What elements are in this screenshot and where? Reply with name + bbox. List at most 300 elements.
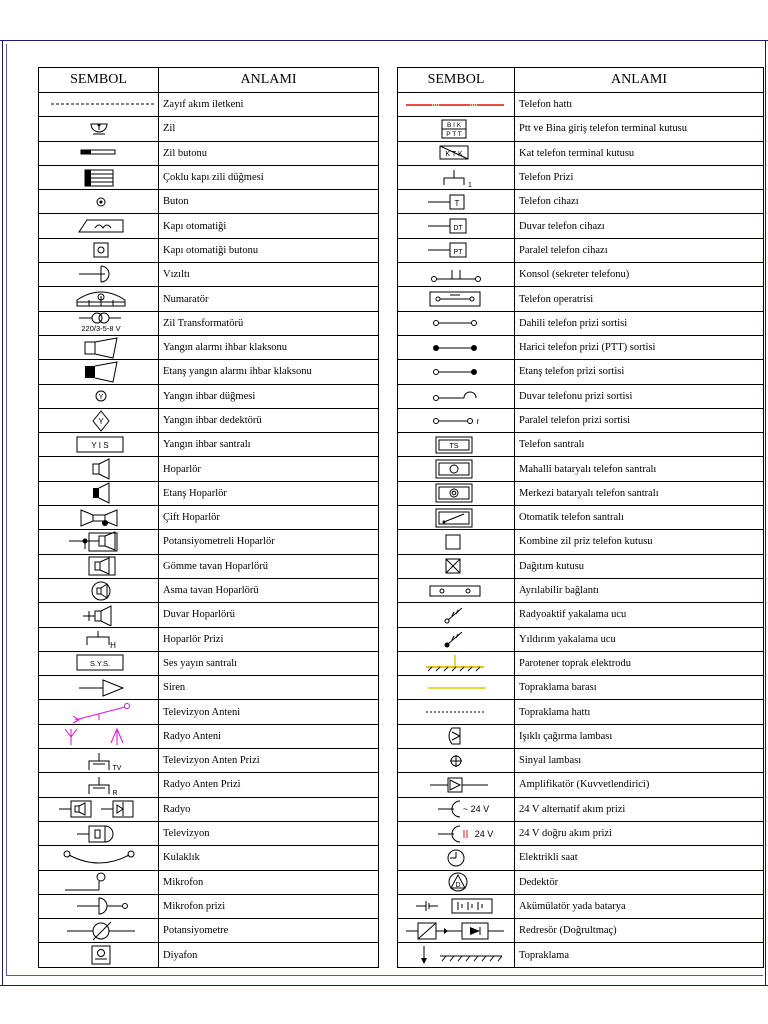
central-battery-exchange-icon bbox=[400, 482, 512, 504]
symbol-cell bbox=[39, 506, 159, 530]
meaning-cell: Gömme tavan Hoparlörü bbox=[159, 554, 379, 578]
radio-icon bbox=[43, 798, 155, 820]
meaning-cell: Çift Hoparlör bbox=[159, 506, 379, 530]
svg-text:r: r bbox=[476, 416, 480, 426]
table-row bbox=[39, 554, 379, 578]
table-row bbox=[398, 360, 764, 384]
table-row bbox=[398, 117, 764, 141]
fire-alarm-button-icon bbox=[43, 385, 155, 407]
table-row bbox=[39, 700, 379, 724]
symbol-cell bbox=[39, 943, 159, 967]
symbol-cell bbox=[398, 287, 515, 311]
symbol-cell bbox=[398, 627, 515, 651]
meaning-cell: 24 V doğru akım prizi bbox=[515, 821, 764, 845]
meaning-cell: Zayıf akım iletkeni bbox=[159, 93, 379, 117]
meaning-cell: 24 V alternatif akım prizi bbox=[515, 797, 764, 821]
table-row bbox=[39, 287, 379, 311]
meaning-cell: Otomatik telefon santralı bbox=[515, 506, 764, 530]
pendant-speaker-icon bbox=[43, 580, 155, 602]
svg-text:T: T bbox=[454, 198, 460, 208]
table-row bbox=[39, 384, 379, 408]
symbol-cell bbox=[398, 578, 515, 602]
table-row bbox=[398, 165, 764, 189]
meaning-cell: Hoparlör bbox=[159, 457, 379, 481]
symbol-cell bbox=[39, 481, 159, 505]
meaning-cell: Etanş yangın alarmı ihbar klaksonu bbox=[159, 360, 379, 384]
table-row bbox=[39, 214, 379, 238]
electric-clock-icon bbox=[400, 847, 512, 869]
waterproof-fire-alarm-horn-icon bbox=[43, 361, 155, 383]
table-row bbox=[398, 506, 764, 530]
symbol-cell bbox=[398, 773, 515, 797]
symbol-cell bbox=[398, 651, 515, 675]
table-row bbox=[39, 360, 379, 384]
pa-panel-icon bbox=[43, 652, 155, 674]
meaning-cell: Asma tavan Hoparlörü bbox=[159, 578, 379, 602]
symbol-cell bbox=[39, 214, 159, 238]
symbol-cell bbox=[398, 263, 515, 287]
parallel-outlet-icon bbox=[400, 410, 512, 432]
table-row bbox=[398, 554, 764, 578]
svg-text:R: R bbox=[111, 789, 118, 796]
symbol-cell bbox=[398, 408, 515, 432]
svg-text:Y I S: Y I S bbox=[90, 440, 109, 450]
svg-text:B I K: B I K bbox=[446, 121, 462, 129]
symbol-table-left bbox=[38, 67, 379, 968]
table-row bbox=[398, 773, 764, 797]
table-row bbox=[39, 481, 379, 505]
table-row bbox=[39, 919, 379, 943]
meaning-cell: Redresör (Doğrultmaç) bbox=[515, 919, 764, 943]
svg-text:Y: Y bbox=[98, 394, 103, 402]
meaning-cell: Yangın ihbar düğmesi bbox=[159, 384, 379, 408]
symbol-cell bbox=[39, 651, 159, 675]
symbol-cell bbox=[39, 117, 159, 141]
annunciator-icon bbox=[43, 288, 155, 310]
symbol-cell bbox=[39, 335, 159, 359]
symbol-cell bbox=[39, 603, 159, 627]
console-telephone-icon bbox=[400, 264, 512, 286]
table-row bbox=[398, 238, 764, 262]
meaning-cell: Ptt ve Bina giriş telefon terminal kutusu bbox=[515, 117, 764, 141]
meaning-cell: Mikrofon prizi bbox=[159, 894, 379, 918]
table-row bbox=[39, 651, 379, 675]
table-row bbox=[398, 408, 764, 432]
symbol-cell bbox=[398, 117, 515, 141]
radio-antenna-icon bbox=[43, 725, 155, 747]
meaning-cell: Duvar telefon cihazı bbox=[515, 214, 764, 238]
meaning-cell: Siren bbox=[159, 676, 379, 700]
meaning-cell: Paralel telefon cihazı bbox=[515, 238, 764, 262]
tv-antenna-icon bbox=[43, 701, 155, 723]
potentiometer-speaker-icon bbox=[43, 531, 155, 553]
meaning-cell: Zil butonu bbox=[159, 141, 379, 165]
table-row bbox=[39, 894, 379, 918]
symbol-cell bbox=[398, 93, 515, 117]
table-row bbox=[398, 627, 764, 651]
svg-text:DT: DT bbox=[453, 225, 463, 233]
meaning-cell: Topraklama barası bbox=[515, 676, 764, 700]
meaning-cell: Potansiyometre bbox=[159, 919, 379, 943]
signal-lamp-icon bbox=[400, 750, 512, 772]
ground-electrode-icon bbox=[400, 652, 512, 674]
door-automat-button-icon bbox=[43, 239, 155, 261]
svg-text:Y: Y bbox=[97, 416, 104, 426]
symbol-cell bbox=[39, 384, 159, 408]
symbol-cell bbox=[39, 93, 159, 117]
waterproof-speaker-icon bbox=[43, 482, 155, 504]
potentiometer-icon bbox=[43, 920, 155, 942]
rectifier-icon bbox=[400, 920, 512, 942]
exchange-icon bbox=[400, 434, 512, 456]
symbol-cell bbox=[398, 894, 515, 918]
page-border-top bbox=[0, 40, 768, 41]
speaker-icon bbox=[43, 458, 155, 480]
table-row bbox=[398, 943, 764, 967]
meaning-cell: Amplifikatör (Kuvvetlendirici) bbox=[515, 773, 764, 797]
table-row bbox=[398, 530, 764, 554]
svg-text:24 V: 24 V bbox=[474, 828, 494, 839]
meaning-cell: Duvar Hoparlörü bbox=[159, 603, 379, 627]
symbol-cell bbox=[39, 724, 159, 748]
symbol-cell bbox=[398, 943, 515, 967]
meaning-cell: Yangın ihbar dedektörü bbox=[159, 408, 379, 432]
page-border-bottom bbox=[0, 985, 768, 986]
intercom-icon bbox=[43, 944, 155, 966]
ac-socket-icon bbox=[400, 798, 512, 820]
symbol-cell bbox=[398, 360, 515, 384]
table-row bbox=[398, 433, 764, 457]
meaning-cell: Hoparlör Prizi bbox=[159, 627, 379, 651]
table-row bbox=[398, 870, 764, 894]
radioactive-rod-icon bbox=[400, 604, 512, 626]
meaning-cell: Dahili telefon prizi sortisi bbox=[515, 311, 764, 335]
meaning-cell: Merkezi bataryalı telefon santralı bbox=[515, 481, 764, 505]
table-row bbox=[39, 821, 379, 845]
symbol-cell bbox=[39, 408, 159, 432]
table-row bbox=[398, 749, 764, 773]
table-row bbox=[398, 603, 764, 627]
meaning-cell: Potansiyometreli Hoparlör bbox=[159, 530, 379, 554]
meaning-cell: Diyafon bbox=[159, 943, 379, 967]
symbol-cell bbox=[398, 870, 515, 894]
symbol-cell bbox=[39, 190, 159, 214]
symbol-cell bbox=[398, 506, 515, 530]
symbol-column-header: SEMBOL bbox=[39, 68, 159, 93]
symbol-cell bbox=[398, 676, 515, 700]
meaning-cell: Etanş telefon prizi sortisi bbox=[515, 360, 764, 384]
meaning-cell: Dağıtım kutusu bbox=[515, 554, 764, 578]
automatic-exchange-icon bbox=[400, 507, 512, 529]
symbol-cell bbox=[39, 870, 159, 894]
symbol-cell bbox=[39, 919, 159, 943]
table-row bbox=[398, 700, 764, 724]
svg-text:K T K: K T K bbox=[445, 151, 463, 159]
symbol-cell bbox=[39, 797, 159, 821]
table-row bbox=[398, 311, 764, 335]
door-automat-icon bbox=[43, 215, 155, 237]
table-row bbox=[39, 117, 379, 141]
ground-line-icon bbox=[400, 701, 512, 723]
internal-outlet-icon bbox=[400, 312, 512, 334]
meaning-cell: Buton bbox=[159, 190, 379, 214]
meaning-cell: Telefon cihazı bbox=[515, 190, 764, 214]
ceiling-speaker-icon bbox=[43, 555, 155, 577]
distribution-box-icon bbox=[400, 555, 512, 577]
meaning-cell: Vızıltı bbox=[159, 263, 379, 287]
table-row bbox=[39, 433, 379, 457]
svg-text:1: 1 bbox=[468, 181, 472, 189]
ground-bar-icon bbox=[400, 677, 512, 699]
symbol-cell bbox=[39, 894, 159, 918]
bell-button-icon bbox=[43, 142, 155, 164]
meaning-cell: Kapı otomatiği bbox=[159, 214, 379, 238]
table-row bbox=[39, 190, 379, 214]
call-lamp-icon bbox=[400, 725, 512, 747]
waterproof-outlet-icon bbox=[400, 361, 512, 383]
symbol-table-right bbox=[397, 67, 764, 968]
headphones-icon bbox=[43, 847, 155, 869]
symbol-cell bbox=[39, 141, 159, 165]
meaning-cell: Zil bbox=[159, 117, 379, 141]
table-row bbox=[39, 506, 379, 530]
symbol-cell bbox=[398, 919, 515, 943]
symbol-cell bbox=[398, 846, 515, 870]
table-row bbox=[398, 457, 764, 481]
symbol-cell bbox=[39, 165, 159, 189]
meaning-cell: Radyo bbox=[159, 797, 379, 821]
table-row bbox=[398, 93, 764, 117]
symbol-cell bbox=[398, 481, 515, 505]
fire-alarm-horn-icon bbox=[43, 337, 155, 359]
table-row bbox=[398, 821, 764, 845]
symbol-cell bbox=[39, 457, 159, 481]
table-row bbox=[39, 335, 379, 359]
table-row bbox=[398, 263, 764, 287]
floor-telephone-box-icon bbox=[400, 142, 512, 164]
symbol-cell bbox=[398, 433, 515, 457]
meaning-cell: Radyo Anteni bbox=[159, 724, 379, 748]
symbol-cell bbox=[39, 530, 159, 554]
table-row bbox=[39, 578, 379, 602]
meaning-column-header: ANLAMI bbox=[159, 68, 379, 93]
table-row bbox=[398, 797, 764, 821]
meaning-cell: Mikrofon bbox=[159, 870, 379, 894]
table-row bbox=[398, 846, 764, 870]
symbol-cell bbox=[398, 190, 515, 214]
radio-antenna-socket-icon bbox=[43, 774, 155, 796]
symbol-cell bbox=[398, 238, 515, 262]
meaning-cell: Harici telefon prizi (PTT) sortisi bbox=[515, 335, 764, 359]
meaning-cell: Elektrikli saat bbox=[515, 846, 764, 870]
symbol-cell bbox=[398, 165, 515, 189]
table-row bbox=[39, 603, 379, 627]
symbol-cell bbox=[398, 821, 515, 845]
page-border-right bbox=[765, 40, 766, 986]
table-row bbox=[398, 287, 764, 311]
bell-icon bbox=[43, 118, 155, 140]
table-row bbox=[398, 894, 764, 918]
parallel-telephone-icon bbox=[400, 239, 512, 261]
symbol-cell bbox=[398, 700, 515, 724]
meaning-cell: Konsol (sekreter telefonu) bbox=[515, 263, 764, 287]
meaning-cell: Parotener toprak elektrodu bbox=[515, 651, 764, 675]
lightning-rod-icon bbox=[400, 628, 512, 650]
external-outlet-icon bbox=[400, 337, 512, 359]
fire-detector-icon bbox=[43, 410, 155, 432]
meaning-cell: Zil Transformatörü bbox=[159, 311, 379, 335]
symbol-cell bbox=[39, 360, 159, 384]
svg-text:PT: PT bbox=[453, 249, 463, 257]
svg-text:TS: TS bbox=[449, 442, 459, 450]
microphone-socket-icon bbox=[43, 895, 155, 917]
table-row bbox=[398, 190, 764, 214]
table-row bbox=[39, 408, 379, 432]
table-row bbox=[39, 870, 379, 894]
table-row bbox=[39, 238, 379, 262]
table-row bbox=[398, 651, 764, 675]
button-icon bbox=[43, 191, 155, 213]
meaning-cell: Işıklı çağırma lambası bbox=[515, 724, 764, 748]
symbol-cell bbox=[398, 335, 515, 359]
table-row bbox=[39, 773, 379, 797]
table-row bbox=[39, 846, 379, 870]
meaning-cell: Paralel telefon prizi sortisi bbox=[515, 408, 764, 432]
double-speaker-icon bbox=[43, 507, 155, 529]
meaning-cell: Radyo Anten Prizi bbox=[159, 773, 379, 797]
table-row bbox=[39, 943, 379, 967]
meaning-cell: Kat telefon terminal kutusu bbox=[515, 141, 764, 165]
combined-box-icon bbox=[400, 531, 512, 553]
local-battery-exchange-icon bbox=[400, 458, 512, 480]
telephone-set-icon bbox=[400, 191, 512, 213]
page-border-left bbox=[2, 40, 3, 986]
symbol-cell bbox=[39, 676, 159, 700]
amplifier-icon bbox=[400, 774, 512, 796]
symbol-cell bbox=[398, 554, 515, 578]
speaker-socket-icon bbox=[43, 628, 155, 650]
meaning-cell: Televizyon Anteni bbox=[159, 700, 379, 724]
detector-icon bbox=[400, 871, 512, 893]
table-row bbox=[39, 457, 379, 481]
table-row bbox=[39, 724, 379, 748]
detachable-connection-icon bbox=[400, 580, 512, 602]
meaning-cell: Çoklu kapı zili düğmesi bbox=[159, 165, 379, 189]
meaning-cell: Televizyon bbox=[159, 821, 379, 845]
symbol-cell bbox=[39, 846, 159, 870]
svg-text:H: H bbox=[109, 641, 116, 651]
meaning-cell: Topraklama hattı bbox=[515, 700, 764, 724]
table-row bbox=[39, 530, 379, 554]
meaning-cell: Kapı otomatiği butonu bbox=[159, 238, 379, 262]
symbol-cell bbox=[39, 578, 159, 602]
symbol-cell bbox=[398, 384, 515, 408]
meaning-cell: Telefon hattı bbox=[515, 93, 764, 117]
meaning-cell: Dedektör bbox=[515, 870, 764, 894]
bell-transformer-icon bbox=[43, 312, 155, 334]
symbol-cell bbox=[398, 603, 515, 627]
table-row bbox=[39, 676, 379, 700]
meaning-cell: Sinyal lambası bbox=[515, 749, 764, 773]
table-row bbox=[39, 263, 379, 287]
meaning-cell: Mahalli bataryalı telefon santralı bbox=[515, 457, 764, 481]
dc-socket-icon bbox=[400, 823, 512, 845]
table-row bbox=[39, 749, 379, 773]
television-icon bbox=[43, 823, 155, 845]
symbol-cell bbox=[398, 311, 515, 335]
buzzer-icon bbox=[43, 264, 155, 286]
meaning-cell: Televizyon Anten Prizi bbox=[159, 749, 379, 773]
telephone-line-icon bbox=[400, 94, 512, 116]
grounding-icon bbox=[400, 944, 512, 966]
telephone-operator-icon bbox=[400, 288, 512, 310]
symbol-cell bbox=[398, 797, 515, 821]
meaning-cell: Topraklama bbox=[515, 943, 764, 967]
meaning-cell: Akümülatör yada batarya bbox=[515, 894, 764, 918]
telephone-socket-icon bbox=[400, 167, 512, 189]
symbol-cell bbox=[39, 554, 159, 578]
table-row bbox=[398, 676, 764, 700]
meaning-cell: Etanş Hoparlör bbox=[159, 481, 379, 505]
meaning-cell: Duvar telefonu prizi sortisi bbox=[515, 384, 764, 408]
table-row bbox=[39, 93, 379, 117]
dashed-line-icon bbox=[43, 94, 155, 116]
table-row bbox=[39, 627, 379, 651]
symbol-column-header: SEMBOL bbox=[398, 68, 515, 93]
symbol-cell bbox=[398, 457, 515, 481]
table-row bbox=[398, 919, 764, 943]
symbol-cell bbox=[39, 700, 159, 724]
symbol-cell bbox=[39, 773, 159, 797]
symbol-cell bbox=[39, 821, 159, 845]
symbol-cell bbox=[398, 749, 515, 773]
symbol-cell bbox=[39, 263, 159, 287]
table-row bbox=[398, 481, 764, 505]
microphone-icon bbox=[43, 871, 155, 893]
tv-antenna-socket-icon bbox=[43, 750, 155, 772]
table-row bbox=[398, 724, 764, 748]
symbol-cell bbox=[39, 287, 159, 311]
siren-icon bbox=[43, 677, 155, 699]
symbol-cell bbox=[398, 530, 515, 554]
table-row bbox=[398, 335, 764, 359]
meaning-cell: Yıldırım yakalama ucu bbox=[515, 627, 764, 651]
fire-alarm-panel-icon bbox=[43, 434, 155, 456]
symbol-cell bbox=[39, 749, 159, 773]
table-row bbox=[398, 384, 764, 408]
svg-text:P T T: P T T bbox=[446, 130, 462, 138]
wall-telephone-icon bbox=[400, 215, 512, 237]
meaning-cell: Kombine zil priz telefon kutusu bbox=[515, 530, 764, 554]
meaning-cell: Yangın alarmı ihbar klaksonu bbox=[159, 335, 379, 359]
inner-border-bottom bbox=[6, 975, 763, 976]
svg-text:S.Y.S.: S.Y.S. bbox=[89, 659, 110, 669]
svg-text:~ 24 V: ~ 24 V bbox=[462, 804, 490, 815]
table-row bbox=[39, 165, 379, 189]
table-row bbox=[398, 578, 764, 602]
telephone-entry-box-icon bbox=[400, 118, 512, 140]
symbol-cell bbox=[39, 238, 159, 262]
table-row bbox=[398, 214, 764, 238]
meaning-cell: Ayrılabilir bağlantı bbox=[515, 578, 764, 602]
inner-border-left bbox=[6, 44, 7, 976]
symbol-cell bbox=[398, 214, 515, 238]
symbol-cell bbox=[39, 627, 159, 651]
meaning-cell: Radyoaktif yakalama ucu bbox=[515, 603, 764, 627]
wall-outlet-icon bbox=[400, 385, 512, 407]
symbol-cell bbox=[398, 141, 515, 165]
symbol-cell bbox=[398, 724, 515, 748]
